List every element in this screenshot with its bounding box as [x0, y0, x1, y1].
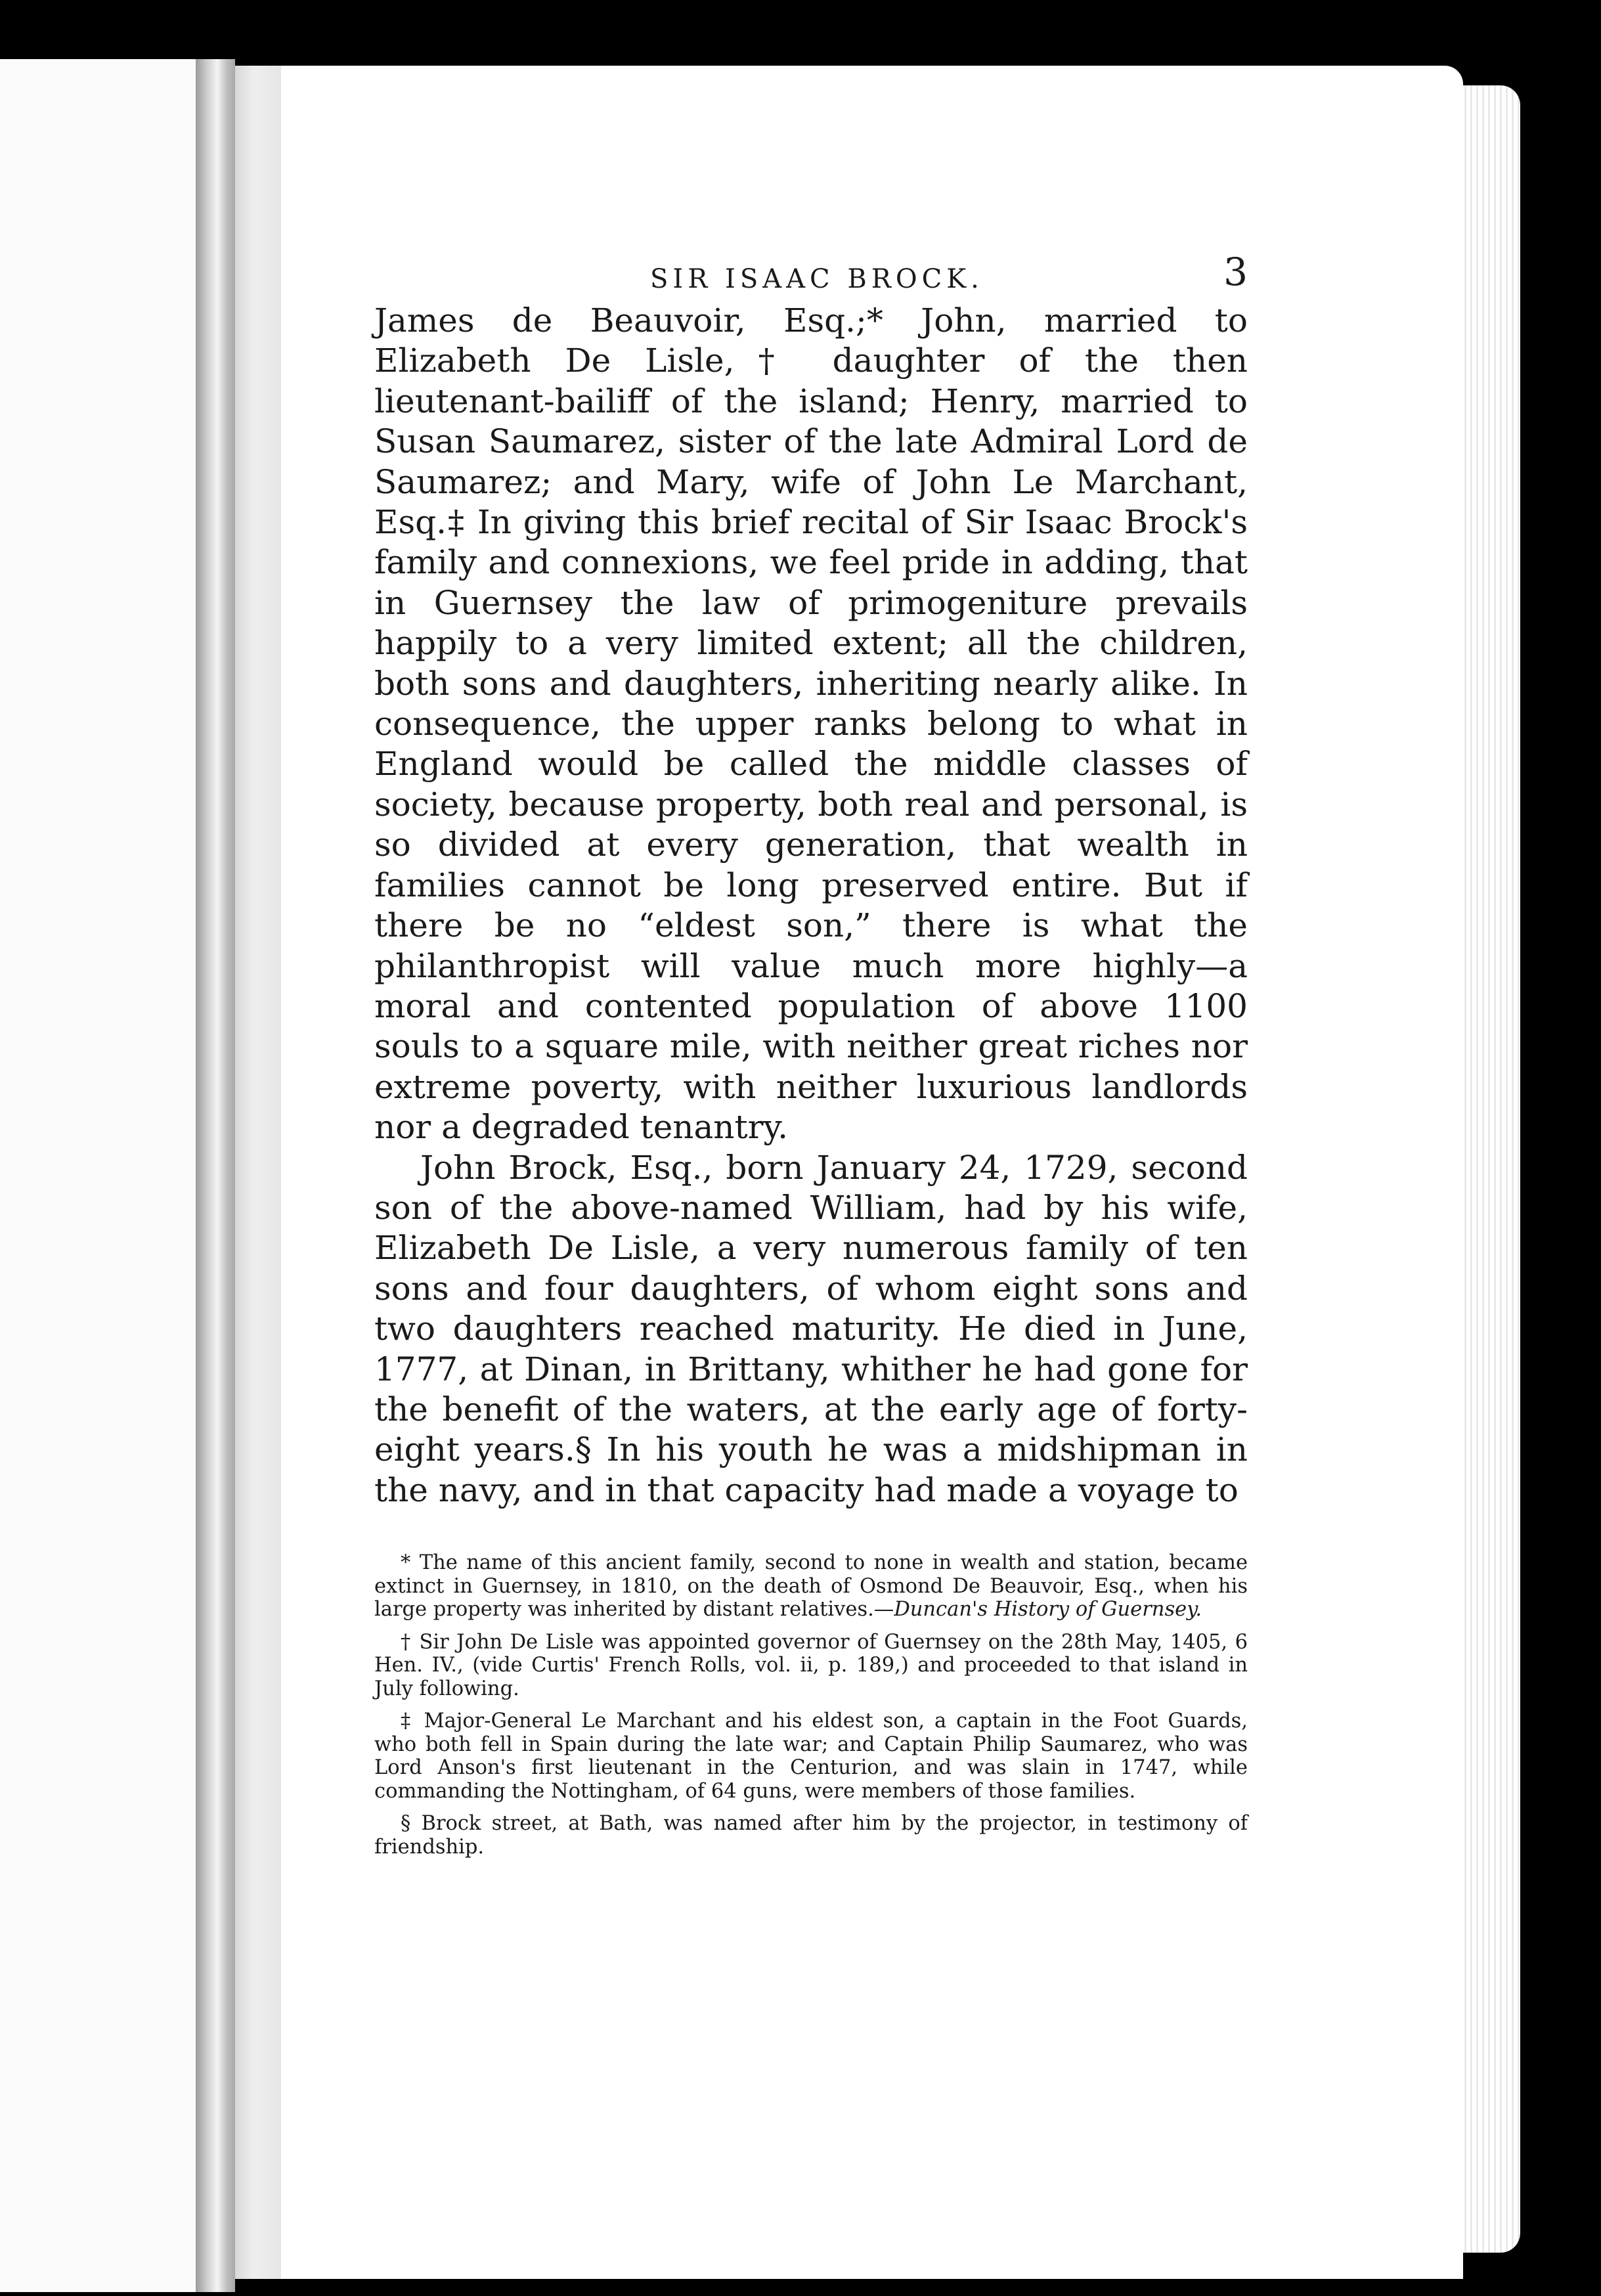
page-stack-edge [1455, 85, 1520, 2253]
paragraph-family: James de Beauvoir, Esq.;* John, married to Elizabeth De Lisle,† daughter of the then lieutenant-bailiff of the island; Henry, married to Susan Saumarez, sister of the late Admiral Lord de Saumarez; and Mary, wife of John Le Marchant, Esq.‡ In giving this brief recital of Sir Isaac Brock's family and connexions, we feel pride in adding, that in Guernsey the law of primogeniture prevails happily to a very limited extent; all the children, both sons and daughters, inheriting nearly alike. In consequence, the upper ranks belong to what in England would be called the middle classes of society, because property, both real and personal, is so divided at every generation, that wealth in families cannot be long preserved entire. But if there be no “eldest son,” there is what the philanthropist will value much more highly—a moral and contented population of above 1100 souls to a square mile, with neither great riches nor extreme poverty, with neither luxurious landlords nor a degraded tenantry. [374, 301, 1248, 1147]
footnote-beauvoir-text: * The name of this ancient family, second to none in wealth and station, became extinct in Guernsey, in 1810, on the death of Osmond De Beauvoir, Esq., when his large property was inherited by distant relatives.— [374, 1551, 1248, 1622]
footnote-brock-street: § Brock street, at Bath, was named after him by the projector, in testimony of friendship. [374, 1812, 1248, 1859]
footnote-beauvoir [374, 1551, 1248, 1622]
paragraph-john-brock: John Brock, Esq., born January 24, 1729, second son of the above-named William, had by his wife, Elizabeth De Lisle, a very numerous family of ten sons and four daughters, of whom eight sons and two daughters reached maturity. He died in June, 1777, at Dinan, in Brittany, whither he had gone for the benefit of the waters, at the early age of forty-eight years.§ In his youth he was a midshipman in the navy, and in that capacity had made a voyage to [374, 1148, 1248, 1509]
footnote-beauvoir-source: Duncan's History of Guernsey. [894, 1598, 1202, 1622]
running-head [374, 250, 1248, 296]
gutter-shadow [235, 66, 281, 2279]
page-number: 3 [1223, 250, 1248, 294]
footnotes [374, 1551, 1248, 1859]
footnote-de-lisle: † Sir John De Lisle was appointed governor of Guernsey on the 28th May, 1405, 6 Hen. IV., (vide Curtis' French Rolls, vol. ii, p. 189,) and proceeded to that island in July following. [374, 1630, 1248, 1700]
book-gutter [196, 59, 235, 2292]
footnote-le-marchant: ‡ Major-General Le Marchant and his eldest son, a captain in the Foot Guards, who both fell in Spain during the late war; and Captain Philip Saumarez, who was Lord Anson's first lieutenant in the Centurion, and was slain in 1747, while commanding the Nottingham, of 64 guns, were members of those families. [374, 1710, 1248, 1803]
page-content [374, 250, 1248, 1868]
facing-page-edge [0, 59, 197, 2292]
running-title: SIR ISAAC BROCK. [650, 264, 984, 294]
